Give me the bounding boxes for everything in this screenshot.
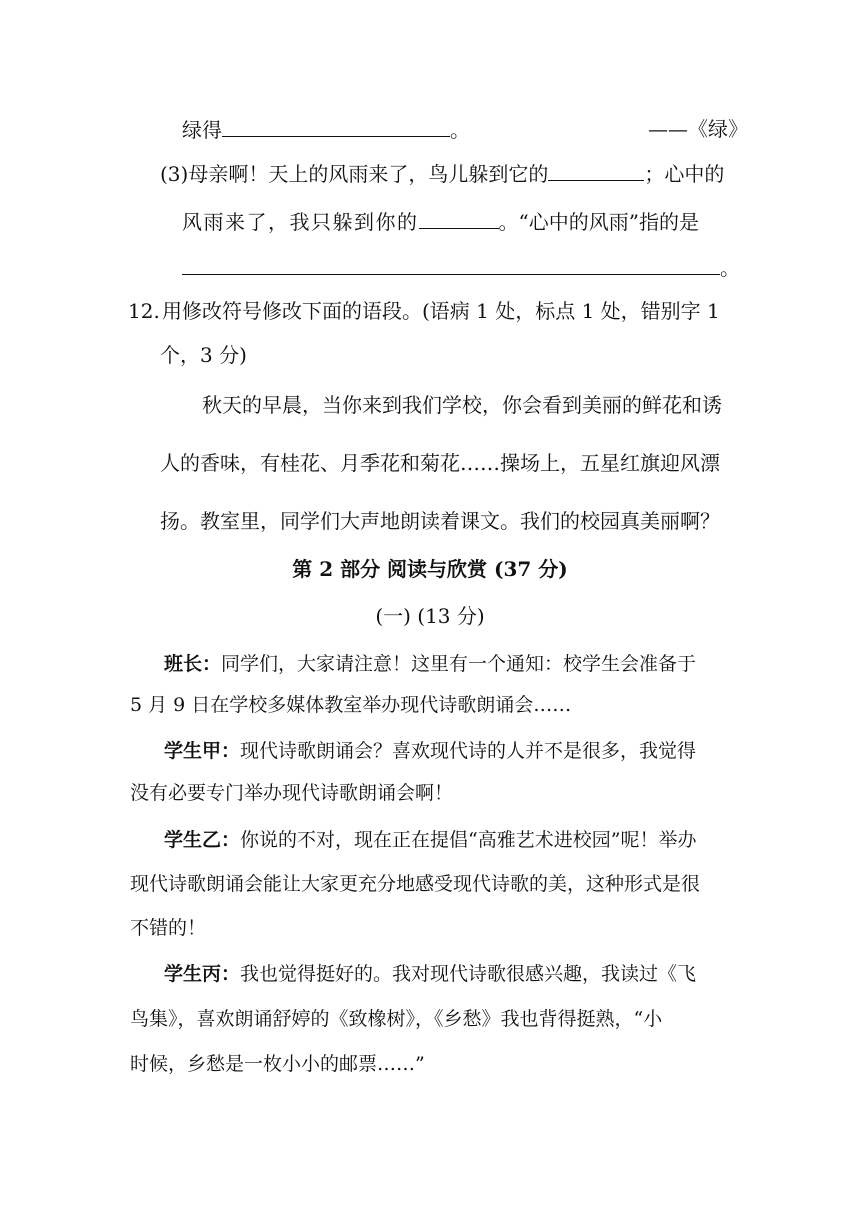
dialogue-line — [164, 738, 696, 764]
dialogue-text: 现代诗歌朗诵会？喜欢现代诗的人并不是很多，我觉得 — [240, 740, 697, 762]
q11-line-1 — [182, 116, 470, 143]
part-2-title: 第 2 部分 阅读与欣赏 (37 分) — [292, 557, 568, 581]
q12-instruction-line-2: 个，3 分) — [160, 343, 247, 367]
q11-text: 。 — [450, 118, 470, 142]
speaker-label: 学生乙： — [164, 829, 241, 851]
q12-paragraph-line-1: 秋天的早晨，当你来到我们学校，你会看到美丽的鲜花和诱 — [202, 393, 722, 417]
dialogue-line: 时候，乡愁是一枚小小的邮票……” — [130, 1053, 425, 1075]
answer-blank[interactable] — [182, 254, 720, 275]
dialogue-line — [164, 961, 696, 987]
q11-source: ——《绿》 — [648, 117, 748, 141]
q11-text: (3)母亲啊！天上的风雨来了，鸟儿躲到它的 — [160, 162, 549, 186]
dialogue-text: 我也觉得挺好的。我对现代诗歌很感兴趣，我读过《飞 — [240, 963, 697, 985]
answer-blank[interactable] — [222, 116, 450, 137]
q11-text: 绿得 — [182, 118, 222, 142]
q12-paragraph-line-3: 扬。教室里，同学们大声地朗读着课文。我们的校园真美丽啊？ — [160, 509, 720, 533]
q12-instruction-line-1: 用修改符号修改下面的语段。(语病 1 处，标点 1 处，错别字 1 — [162, 299, 720, 323]
dialogue-line: 不错的！ — [130, 917, 207, 939]
speaker-label: 学生甲： — [164, 740, 241, 762]
dialogue-text: 你说的不对，现在正在提倡“高雅艺术进校园”呢！举办 — [240, 829, 697, 851]
q12-number: 12. — [128, 299, 160, 323]
q11-item-3-line-2 — [182, 208, 732, 235]
q11-text: ；心中的 — [644, 162, 725, 186]
dialogue-line: 鸟集》，喜欢朗诵舒婷的《致橡树》，《乡愁》我也背得挺熟，“小 — [130, 1008, 663, 1030]
q11-text: 。 — [720, 256, 740, 280]
dialogue-text: 同学们，大家请注意！这里有一个通知：校学生会准备于 — [221, 653, 697, 675]
q11-item-3-line-1 — [160, 160, 730, 187]
dialogue-line — [164, 651, 696, 677]
speaker-label: 班长： — [164, 653, 222, 675]
q11-item-3-line-3 — [182, 254, 740, 281]
dialogue-line: 现代诗歌朗诵会能让大家更充分地感受现代诗歌的美，这种形式是很 — [130, 873, 701, 895]
dialogue-line: 5 月 9 日在学校多媒体教室举办现代诗歌朗诵会…… — [130, 694, 572, 716]
answer-blank[interactable] — [419, 208, 499, 229]
speaker-label: 学生丙： — [164, 963, 241, 985]
dialogue-line: 没有必要专门举办现代诗歌朗诵会啊！ — [130, 782, 454, 804]
dialogue-line — [164, 827, 696, 853]
q12-paragraph-line-2: 人的香味，有桂花、月季花和菊花……操场上，五星红旗迎风漂 — [160, 451, 720, 475]
q11-text: 风雨来了，我只躲到你的 — [182, 210, 419, 234]
answer-blank[interactable] — [548, 160, 644, 181]
section-heading: (一) (13 分) — [375, 604, 485, 628]
q11-text: 。“心中的风雨”指的是 — [498, 210, 699, 234]
